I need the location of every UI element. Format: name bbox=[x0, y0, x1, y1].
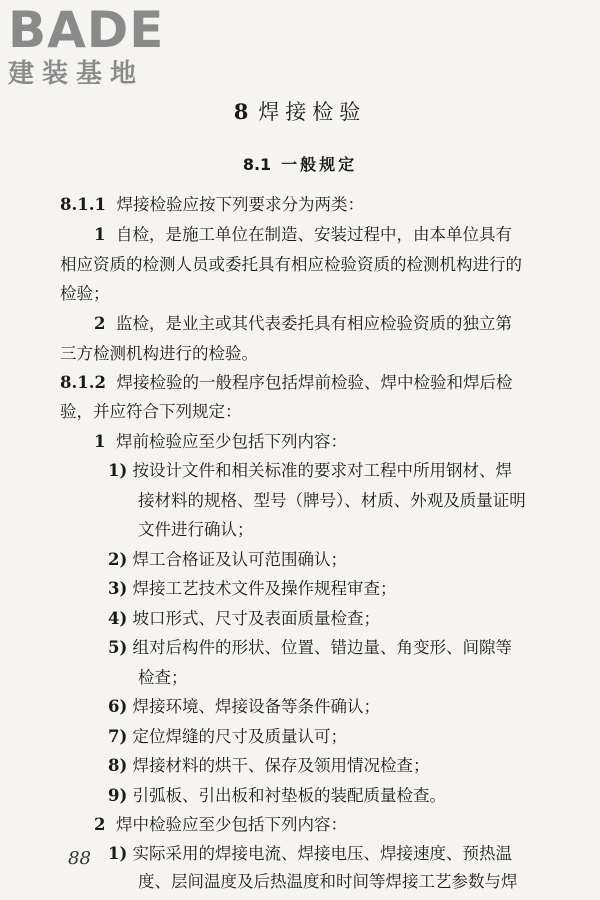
logo-brand: BADE bbox=[8, 1, 165, 59]
chapter-title: 焊接检验 bbox=[258, 100, 367, 124]
clause-line: 相应资质的检测人员或委托具有相应检验资质的检测机构进行的 bbox=[60, 255, 522, 274]
sub-item bbox=[108, 726, 347, 748]
sub-item-number: 6) bbox=[108, 697, 128, 716]
sub-item bbox=[108, 578, 397, 600]
sub-item-text: 定位焊缝的尺寸及质量认可； bbox=[132, 727, 348, 746]
sub-item-number: 5) bbox=[108, 638, 128, 657]
item-text: 自检，是施工单位在制造、安装过程中，由本单位具有 bbox=[115, 225, 512, 244]
bade-logo bbox=[8, 1, 178, 94]
chapter-heading bbox=[0, 96, 600, 126]
sub-item-number: 7) bbox=[108, 727, 128, 746]
clause-item bbox=[94, 224, 512, 246]
clause-line: 检验； bbox=[60, 284, 110, 303]
sub-item-text: 焊接工艺技术文件及操作规程审查； bbox=[132, 579, 397, 598]
sub-item bbox=[108, 637, 512, 659]
clause-id: 8.1.1 bbox=[60, 195, 106, 214]
logo-subtitle: 建装基地 bbox=[8, 59, 145, 89]
sub-item bbox=[108, 549, 347, 571]
sub-item-text: 组对后构件的形状、位置、错边量、角变形、间隙等 bbox=[132, 638, 513, 657]
sub-item-line: 度、层间温度及后热温度和时间等焊接工艺参数与焊 bbox=[138, 872, 518, 891]
clause-item bbox=[94, 814, 347, 836]
chapter-number: 8 bbox=[233, 99, 249, 124]
clause-item bbox=[94, 431, 347, 453]
sub-item-text: 按设计文件和相关标准的要求对工程中所用钢材、焊 bbox=[132, 461, 513, 480]
clause-text: 焊接检验应按下列要求分为两类： bbox=[116, 195, 364, 214]
item-number: 2 bbox=[94, 815, 106, 834]
sub-item-number: 3) bbox=[108, 579, 128, 598]
sub-item-text: 焊工合格证及认可范围确认； bbox=[132, 550, 348, 569]
sub-item bbox=[108, 696, 380, 718]
sub-item-number: 2) bbox=[108, 550, 128, 569]
page-number: 88 bbox=[68, 848, 91, 869]
item-text: 监检，是业主或其代表委托具有相应检验资质的独立第 bbox=[115, 314, 512, 333]
item-number: 2 bbox=[94, 314, 106, 333]
sub-item-text: 实际采用的焊接电流、焊接电压、焊接速度、预热温 bbox=[132, 844, 513, 863]
sub-item-number: 8) bbox=[108, 756, 128, 775]
sub-item-number: 1) bbox=[108, 844, 128, 863]
clause-line: 三方检测机构进行的检验。 bbox=[60, 344, 258, 363]
sub-item bbox=[108, 608, 380, 630]
clause-8-1-2-intro bbox=[60, 372, 512, 394]
section-number: 8.1 bbox=[242, 155, 272, 174]
sub-item-text: 坡口形式、尺寸及表面质量检查； bbox=[132, 609, 381, 628]
sub-item bbox=[108, 460, 512, 482]
item-number: 1 bbox=[94, 432, 106, 451]
section-title: 一般规定 bbox=[281, 155, 358, 174]
sub-item-number: 4) bbox=[108, 609, 128, 628]
sub-item-line: 检查； bbox=[138, 668, 188, 687]
section-heading bbox=[0, 152, 600, 175]
clause-text: 焊接检验的一般程序包括焊前检验、焊中检验和焊后检 bbox=[116, 373, 513, 392]
sub-item bbox=[108, 755, 430, 777]
sub-item-number: 9) bbox=[108, 786, 128, 805]
item-text: 焊前检验应至少包括下列内容： bbox=[115, 432, 347, 451]
sub-item-number: 1) bbox=[108, 461, 128, 480]
clause-item bbox=[94, 313, 512, 335]
clause-line: 验，并应符合下列规定： bbox=[60, 402, 242, 421]
clause-8-1-1-intro bbox=[60, 194, 364, 216]
sub-item-line: 文件进行确认； bbox=[138, 520, 254, 539]
sub-item bbox=[108, 785, 446, 807]
sub-item-text: 焊接环境、焊接设备等条件确认； bbox=[132, 697, 381, 716]
item-text: 焊中检验应至少包括下列内容： bbox=[115, 815, 347, 834]
sub-item-text: 焊接材料的烘干、保存及领用情况检查； bbox=[132, 756, 430, 775]
sub-item-line: 接材料的规格、型号（牌号）、材质、外观及质量证明 bbox=[138, 491, 526, 510]
item-number: 1 bbox=[94, 225, 106, 244]
sub-item bbox=[108, 843, 512, 865]
sub-item-text: 引弧板、引出板和衬垫板的装配质量检查。 bbox=[132, 786, 447, 805]
clause-id: 8.1.2 bbox=[60, 373, 106, 392]
